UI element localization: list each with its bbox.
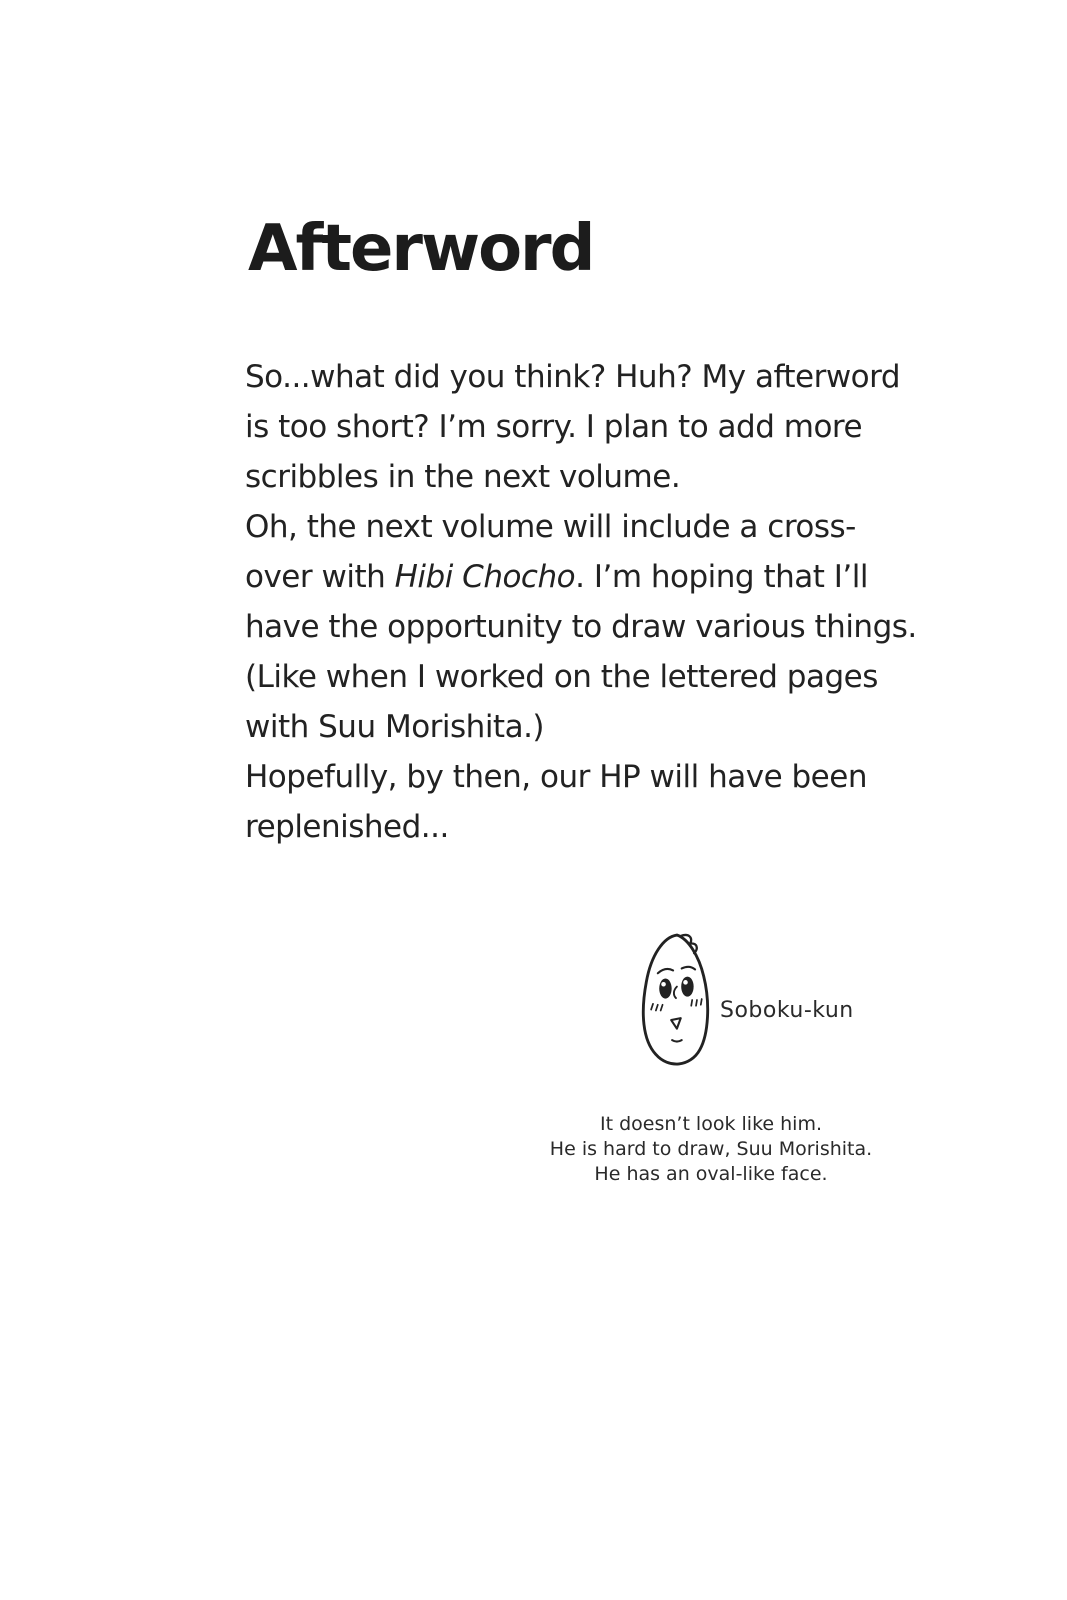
afterword-line: is too short? I’m sorry. I plan to add more: [245, 409, 863, 445]
mascot-area: [632, 926, 854, 1074]
afterword-line: have the opportunity to draw various things.: [245, 609, 917, 645]
caption-line: He is hard to draw, Suu Morishita.: [549, 1138, 873, 1160]
afterword-line: replenished...: [245, 809, 449, 845]
afterword-line: Hopefully, by then, our HP will have been: [245, 759, 867, 795]
rice-grain-face-icon: [632, 926, 718, 1074]
mascot-caption: [511, 1112, 911, 1187]
mascot-label: Soboku-kun: [720, 998, 854, 1023]
afterword-line: with Suu Morishita.): [245, 709, 545, 745]
afterword-text: [245, 352, 945, 852]
afterword-line: (Like when I worked on the lettered pages: [245, 659, 878, 695]
caption-line: He has an oval-like face.: [594, 1163, 828, 1185]
afterword-line: scribbles in the next volume.: [245, 459, 681, 495]
page-title: Afterword: [248, 212, 594, 286]
caption-line: It doesn’t look like him.: [600, 1113, 822, 1135]
afterword-line: Oh, the next volume will include a cross-: [245, 509, 856, 545]
afterword-line: over with Hibi Chocho. I’m hoping that I’ll: [245, 559, 868, 595]
afterword-line: So...what did you think? Huh? My afterword: [245, 359, 901, 395]
